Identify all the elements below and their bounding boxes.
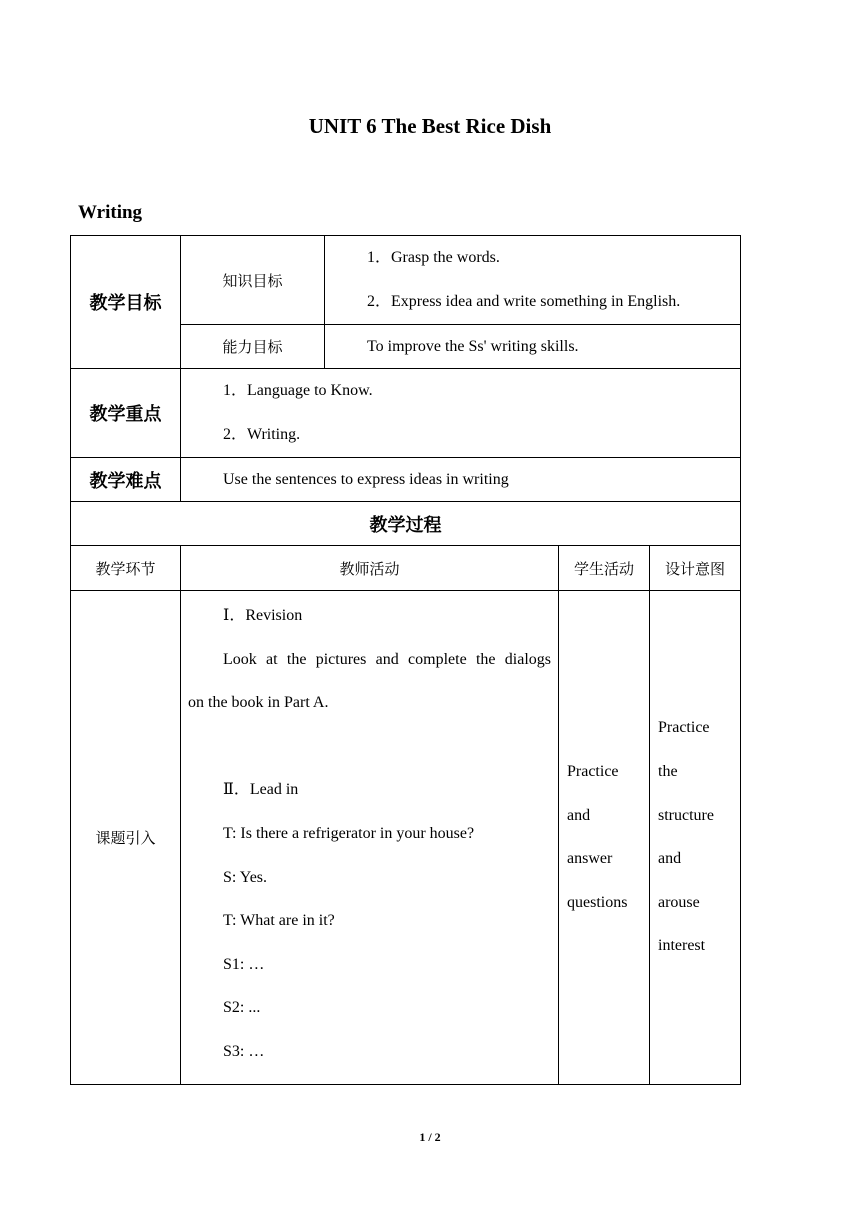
- design-intent-cell: [650, 591, 741, 1085]
- key-point-item: 2．Writing.: [223, 426, 301, 443]
- document-subtitle: Writing: [78, 202, 143, 223]
- objectives-header: 教学目标: [71, 236, 181, 369]
- lead-in-title: Ⅱ．Lead in: [223, 781, 299, 799]
- lesson-plan-table: [70, 235, 741, 1085]
- knowledge-item: 1．Grasp the words.: [367, 249, 500, 266]
- student-activity-word: Practice: [567, 763, 619, 781]
- design-intent-word: arouse: [658, 893, 700, 911]
- dialog-line: T: Is there a refrigerator in your house?: [223, 824, 475, 842]
- design-intent-word: structure: [658, 806, 714, 824]
- revision-line: on the book in Part A.: [188, 694, 329, 712]
- revision-line: Look at the pictures and complete the dialogs: [223, 650, 551, 668]
- dialog-line: S1: …: [223, 955, 265, 973]
- ability-objective-label: 能力目标: [181, 325, 325, 369]
- column-header-student: 学生活动: [559, 546, 650, 591]
- key-points-header: 教学重点: [71, 369, 181, 458]
- design-intent-word: the: [658, 763, 678, 781]
- difficulties-text: Use the sentences to express ideas in writing: [181, 458, 741, 502]
- dialog-line: S: Yes.: [223, 868, 268, 886]
- teacher-activity-cell: [181, 591, 559, 1085]
- column-header-stage: 教学环节: [71, 546, 181, 591]
- difficulties-row: [71, 458, 741, 502]
- page-indicator: 1 / 2: [419, 1130, 441, 1144]
- design-intent-word: and: [658, 850, 682, 868]
- column-header-teacher: 教师活动: [181, 546, 559, 591]
- process-header: 教学过程: [71, 502, 741, 546]
- key-point-item: 1．Language to Know.: [223, 382, 373, 399]
- student-activity-word: questions: [567, 893, 628, 911]
- key-points-cell: [181, 369, 741, 458]
- key-points-row: [71, 369, 741, 458]
- dialog-line: T: What are in it?: [223, 912, 335, 930]
- dialog-line: S2: ...: [223, 999, 261, 1017]
- document-title: UNIT 6 The Best Rice Dish: [308, 114, 552, 138]
- knowledge-objective-cell: [325, 236, 741, 325]
- difficulties-header: 教学难点: [71, 458, 181, 502]
- blank-line: [188, 725, 551, 769]
- student-activity-word: answer: [567, 850, 613, 868]
- knowledge-item: 2．Express idea and write something in English.: [367, 293, 681, 310]
- revision-title: Ⅰ．Revision: [223, 607, 303, 624]
- design-intent-word: interest: [658, 937, 706, 955]
- ability-objective-text: To improve the Ss' writing skills.: [325, 325, 741, 369]
- process-columns-row: [71, 546, 741, 591]
- stage-cell: 课题引入: [71, 591, 181, 1085]
- objectives-knowledge-row: [71, 236, 741, 325]
- design-intent-word: Practice: [658, 719, 710, 737]
- process-header-row: [71, 502, 741, 546]
- process-row: [71, 591, 741, 1085]
- dialog-line: S3: …: [223, 1042, 265, 1060]
- column-header-design: 设计意图: [650, 546, 741, 591]
- student-activity-word: and: [567, 806, 591, 824]
- knowledge-objective-label: 知识目标: [181, 236, 325, 325]
- student-activity-cell: [559, 591, 650, 1085]
